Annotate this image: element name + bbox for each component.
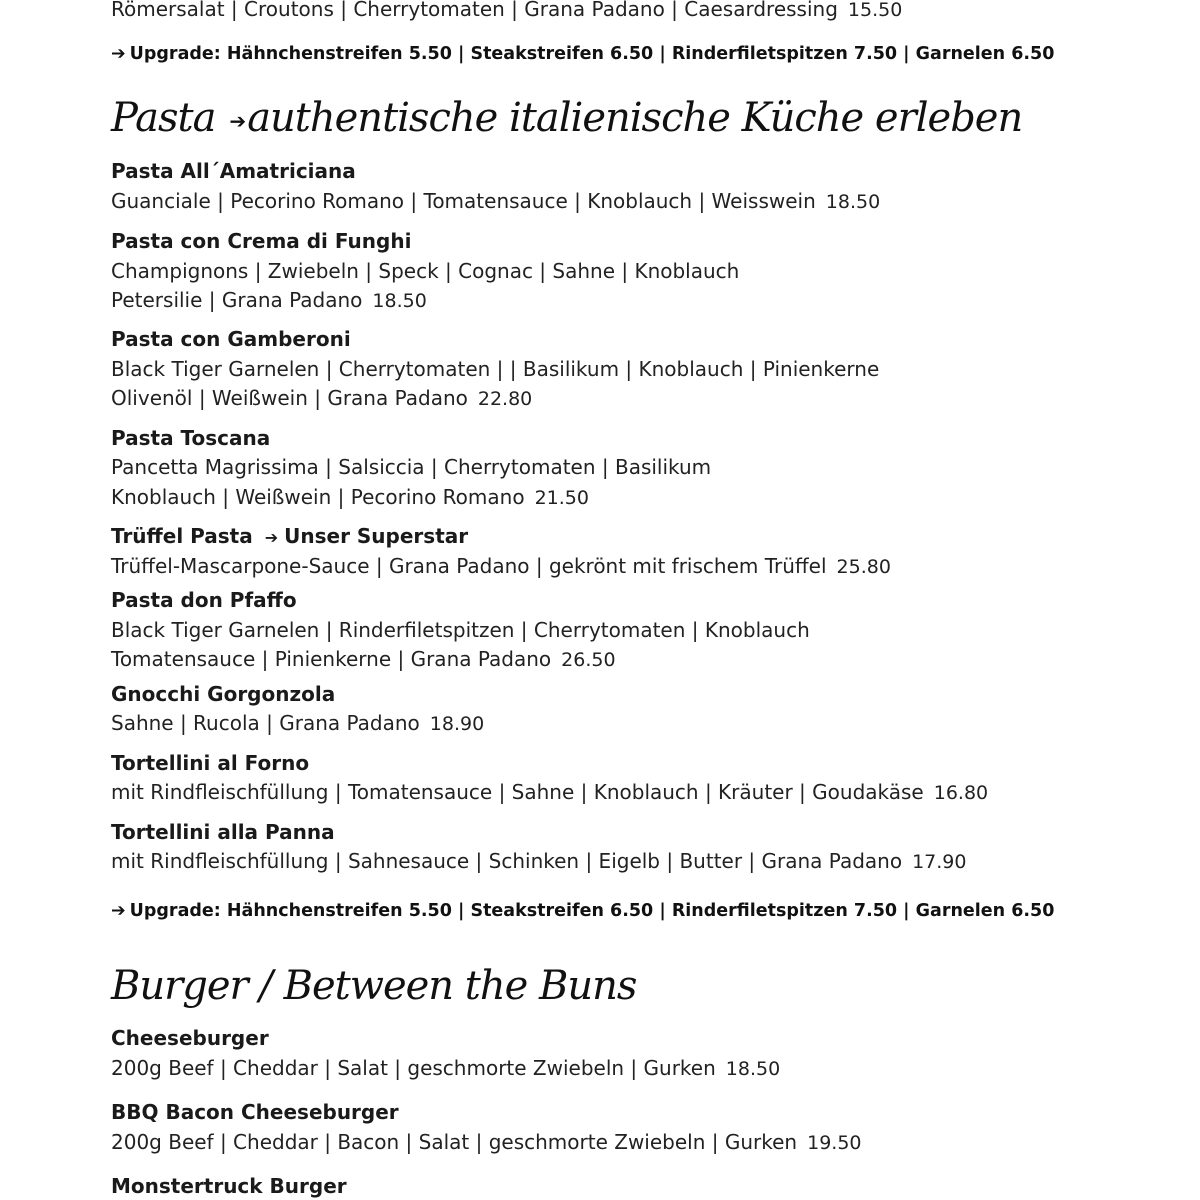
- menu-item-description: Petersilie | Grana Padano 18.50: [111, 288, 427, 312]
- salad-upgrade-note: ➔ Upgrade: Hähnchenstreifen 5.50 | Steakstreifen 6.50 | Rinderfiletspitzen 7.50 | Garnelen 6.50: [111, 44, 1055, 64]
- menu-item-price: 21.50: [534, 487, 589, 509]
- menu-item-title: Trüffel Pasta ➔ Unser Superstar: [111, 522, 468, 552]
- menu-item-price: 22.80: [477, 388, 533, 410]
- pasta-upgrade-note: ➔ Upgrade: Hähnchenstreifen 5.50 | Steakstreifen 6.50 | Rinderfiletspitzen 7.50 | Garnelen 6.50: [111, 901, 1055, 921]
- arrow-icon: ➔: [229, 109, 246, 133]
- menu-item-description: 200g Beef | Cheddar | Bacon | Salat | geschmorte Zwiebeln | Gurken 19.50: [111, 1130, 862, 1154]
- menu-item-title: Tortellini alla Panna: [111, 820, 335, 844]
- menu-item-description: Champignons | Zwiebeln | Speck | Cognac | Sahne | Knoblauch: [111, 259, 740, 283]
- menu-item-title: Pasta con Gamberoni: [111, 327, 351, 351]
- menu-item-description: mit Rindfleischfüllung | Tomatensauce | Sahne | Knoblauch | Kräuter | Goudakäse 16.80: [111, 780, 989, 804]
- menu-item-title: Monstertruck Burger: [111, 1174, 347, 1198]
- arrow-icon: ➔: [264, 528, 279, 547]
- arrow-icon: ➔: [111, 44, 126, 64]
- menu-item-title: Pasta don Pfaffo: [111, 588, 297, 612]
- menu-item-price: 26.50: [561, 649, 616, 671]
- menu-item-price: 18.50: [825, 191, 881, 213]
- menu-item-title: Pasta Toscana: [111, 426, 271, 450]
- menu-item-price: 18.90: [429, 713, 485, 735]
- menu-item-price: 16.80: [933, 782, 989, 804]
- pasta-section-heading: Pasta ➔authentische italienische Küche erleben: [111, 95, 1023, 141]
- menu-item-description: Trüffel-Mascarpone-Sauce | Grana Padano | gekrönt mit frischem Trüffel 25.80: [111, 554, 891, 578]
- menu-item-description: Olivenöl | Weißwein | Grana Padano 22.80: [111, 386, 533, 410]
- menu-item-price: 17.90: [912, 851, 967, 873]
- menu-item-description: Black Tiger Garnelen | Rinderfiletspitzen | Cherrytomaten | Knoblauch: [111, 618, 810, 642]
- arrow-icon: ➔: [111, 901, 126, 921]
- menu-item-description: Pancetta Magrissima | Salsiccia | Cherrytomaten | Basilikum: [111, 455, 712, 479]
- menu-item-title: Tortellini al Forno: [111, 751, 310, 775]
- menu-item-title: Gnocchi Gorgonzola: [111, 682, 336, 706]
- salad-price: 15.50: [847, 0, 903, 21]
- menu-item-description: Black Tiger Garnelen | Cherrytomaten | | Basilikum | Knoblauch | Pinienkerne: [111, 357, 880, 381]
- menu-item-price: 18.50: [725, 1058, 781, 1080]
- menu-item-title: Cheeseburger: [111, 1026, 269, 1050]
- menu-item-title: Pasta con Crema di Funghi: [111, 229, 412, 253]
- menu-item-price: 18.50: [372, 290, 427, 312]
- salad-description: Römersalat | Croutons | Cherrytomaten | Grana Padano | Caesardressing 15.50: [111, 0, 903, 21]
- menu-item-title: Pasta All´Amatriciana: [111, 159, 356, 183]
- menu-item-description: Tomatensauce | Pinienkerne | Grana Padano 26.50: [111, 647, 616, 671]
- menu-item-price: 25.80: [836, 556, 891, 578]
- menu-item-description: 200g Beef | Cheddar | Salat | geschmorte Zwiebeln | Gurken 18.50: [111, 1056, 781, 1080]
- menu-item-description: Guanciale | Pecorino Romano | Tomatensauce | Knoblauch | Weisswein 18.50: [111, 189, 881, 213]
- menu-item-description: Knoblauch | Weißwein | Pecorino Romano 21.50: [111, 485, 589, 509]
- menu-page: [111, 0, 1171, 1200]
- menu-item-title: BBQ Bacon Cheeseburger: [111, 1100, 399, 1124]
- burger-section-heading: Burger / Between the Buns: [111, 963, 637, 1009]
- menu-item-price: 19.50: [807, 1132, 862, 1154]
- menu-item-description: mit Rindfleischfüllung | Sahnesauce | Schinken | Eigelb | Butter | Grana Padano 17.90: [111, 849, 967, 873]
- menu-item-description: Sahne | Rucola | Grana Padano 18.90: [111, 711, 485, 735]
